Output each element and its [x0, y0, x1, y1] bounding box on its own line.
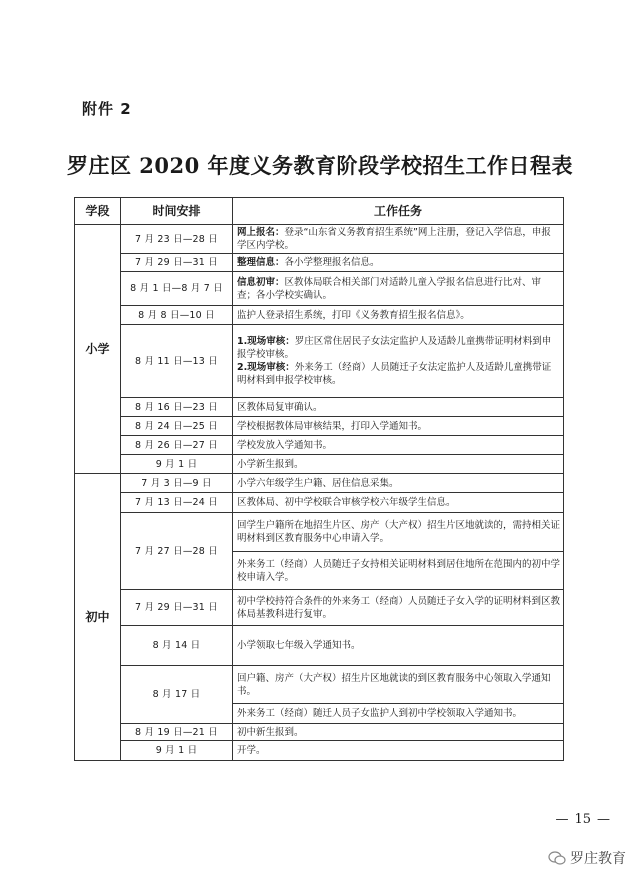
time-cell: 9 月 1 日 — [121, 455, 233, 474]
time-cell: 8 月 1 日—8 月 7 日 — [121, 272, 233, 306]
task-text: 登录“山东省义务教育招生系统”网上注册，登记入学信息，申报学区内学校。 — [237, 227, 551, 251]
time-cell: 8 月 17 日 — [121, 666, 233, 724]
task-label: 网上报名： — [237, 227, 285, 238]
table-row — [75, 225, 564, 254]
task-cell — [233, 225, 564, 254]
task-text: 学校发放入学通知书。 — [237, 439, 333, 451]
task-cell: 回户籍、房产（大产权）招生片区地就读的到区教育服务中心领取入学通知书。 — [233, 666, 564, 704]
brand-name: 罗庄教育 — [570, 851, 626, 867]
page-title: 罗庄区 2020 年度义务教育阶段学校招生工作日程表 — [66, 153, 574, 178]
time-cell: 8 月 26 日—27 日 — [121, 436, 233, 455]
col-task: 工作任务 — [233, 198, 564, 225]
col-time: 时间安排 — [121, 198, 233, 225]
table-row — [75, 325, 564, 398]
task-text: 各小学整理报名信息。 — [284, 257, 380, 268]
task-text: 罗庄区常住居民子女法定监护人及适龄儿童携带证明材料到申报学校审核。 — [237, 336, 552, 360]
table-row — [75, 741, 564, 761]
task-cell: 外来务工（经商）人员随迁子女持相关证明材料到居住地所在范围内的初中学校申请入学。 — [233, 552, 564, 590]
task-cell — [233, 417, 564, 436]
table-row — [75, 417, 564, 436]
time-cell: 9 月 1 日 — [121, 741, 233, 761]
table-row — [75, 306, 564, 325]
attachment-label: 附件 2 — [82, 100, 132, 118]
task-text: 学校根据教体局审核结果，打印入学通知书。 — [237, 420, 428, 432]
time-cell: 8 月 14 日 — [121, 626, 233, 666]
col-stage: 学段 — [75, 198, 121, 225]
table-row — [75, 398, 564, 417]
table-row — [75, 513, 564, 552]
table-row — [75, 493, 564, 513]
table-row — [75, 724, 564, 741]
table-row — [75, 626, 564, 666]
schedule-table — [74, 197, 564, 761]
table-row — [75, 272, 564, 306]
task-cell — [233, 398, 564, 417]
table-row — [75, 474, 564, 493]
time-cell: 7 月 23 日—28 日 — [121, 225, 233, 254]
time-cell: 8 月 16 日—23 日 — [121, 398, 233, 417]
time-cell: 7 月 29 日—31 日 — [121, 590, 233, 626]
task-cell: 回学生户籍所在地招生片区、房产（大产权）招生片区地就读的，需持相关证明材料到区教育服务中心申请入学。 — [233, 513, 564, 552]
table-row — [75, 590, 564, 626]
page-footer: — 15 — — [555, 812, 610, 827]
task-cell: 初中学校持符合条件的外来务工（经商）人员随迁子女入学的证明材料到区教体局基教科进行复审。 — [233, 590, 564, 626]
task-text: 区教体局复审确认。 — [237, 401, 323, 413]
time-cell: 7 月 27 日—28 日 — [121, 513, 233, 590]
time-cell: 8 月 8 日—10 日 — [121, 306, 233, 325]
wechat-icon — [548, 851, 566, 865]
table-row — [75, 254, 564, 272]
task-cell: 外来务工（经商）随迁人员子女监护人到初中学校领取入学通知书。 — [233, 704, 564, 724]
task-cell: 初中新生报到。 — [233, 724, 564, 741]
task-text: 区教体局联合相关部门对适龄儿童入学报名信息进行比对、审查；各小学校实确认。 — [237, 276, 542, 301]
task-label: 整理信息： — [237, 257, 285, 268]
task-cell — [233, 254, 564, 272]
task-cell — [233, 455, 564, 474]
task-cell: 小学六年级学生户籍、居住信息采集。 — [233, 474, 564, 493]
task-text: 外来务工（经商）人员随迁子女法定监护人及适龄儿童携带证明材料到申报学校审核。 — [237, 362, 552, 386]
task-label: 信息初审： — [237, 276, 285, 288]
table-row — [75, 666, 564, 704]
time-cell: 8 月 24 日—25 日 — [121, 417, 233, 436]
table-row — [75, 436, 564, 455]
task-text: 监护人登录招生系统，打印《义务教育招生报名信息》。 — [237, 309, 470, 321]
task-cell: 开学。 — [233, 741, 564, 761]
time-cell: 7 月 29 日—31 日 — [121, 254, 233, 272]
task-cell: 小学领取七年级入学通知书。 — [233, 626, 564, 666]
time-cell: 7 月 3 日—9 日 — [121, 474, 233, 493]
task-text: 小学新生报到。 — [237, 458, 304, 470]
time-cell: 8 月 19 日—21 日 — [121, 724, 233, 741]
table-header-row — [75, 198, 564, 225]
task-label: 1.现场审核： — [237, 336, 295, 347]
stage-primary: 小学 — [75, 225, 121, 474]
task-cell — [233, 436, 564, 455]
time-cell: 8 月 11 日—13 日 — [121, 325, 233, 398]
task-cell — [233, 272, 564, 306]
task-cell — [233, 306, 564, 325]
page-number: 15 — [574, 812, 591, 827]
task-label: 2.现场审核： — [237, 362, 295, 373]
time-cell: 7 月 13 日—24 日 — [121, 493, 233, 513]
stage-junior: 初中 — [75, 474, 121, 761]
brand-watermark — [548, 848, 626, 868]
task-cell: 区教体局、初中学校联合审核学校六年级学生信息。 — [233, 493, 564, 513]
task-cell — [233, 325, 564, 398]
table-row — [75, 455, 564, 474]
